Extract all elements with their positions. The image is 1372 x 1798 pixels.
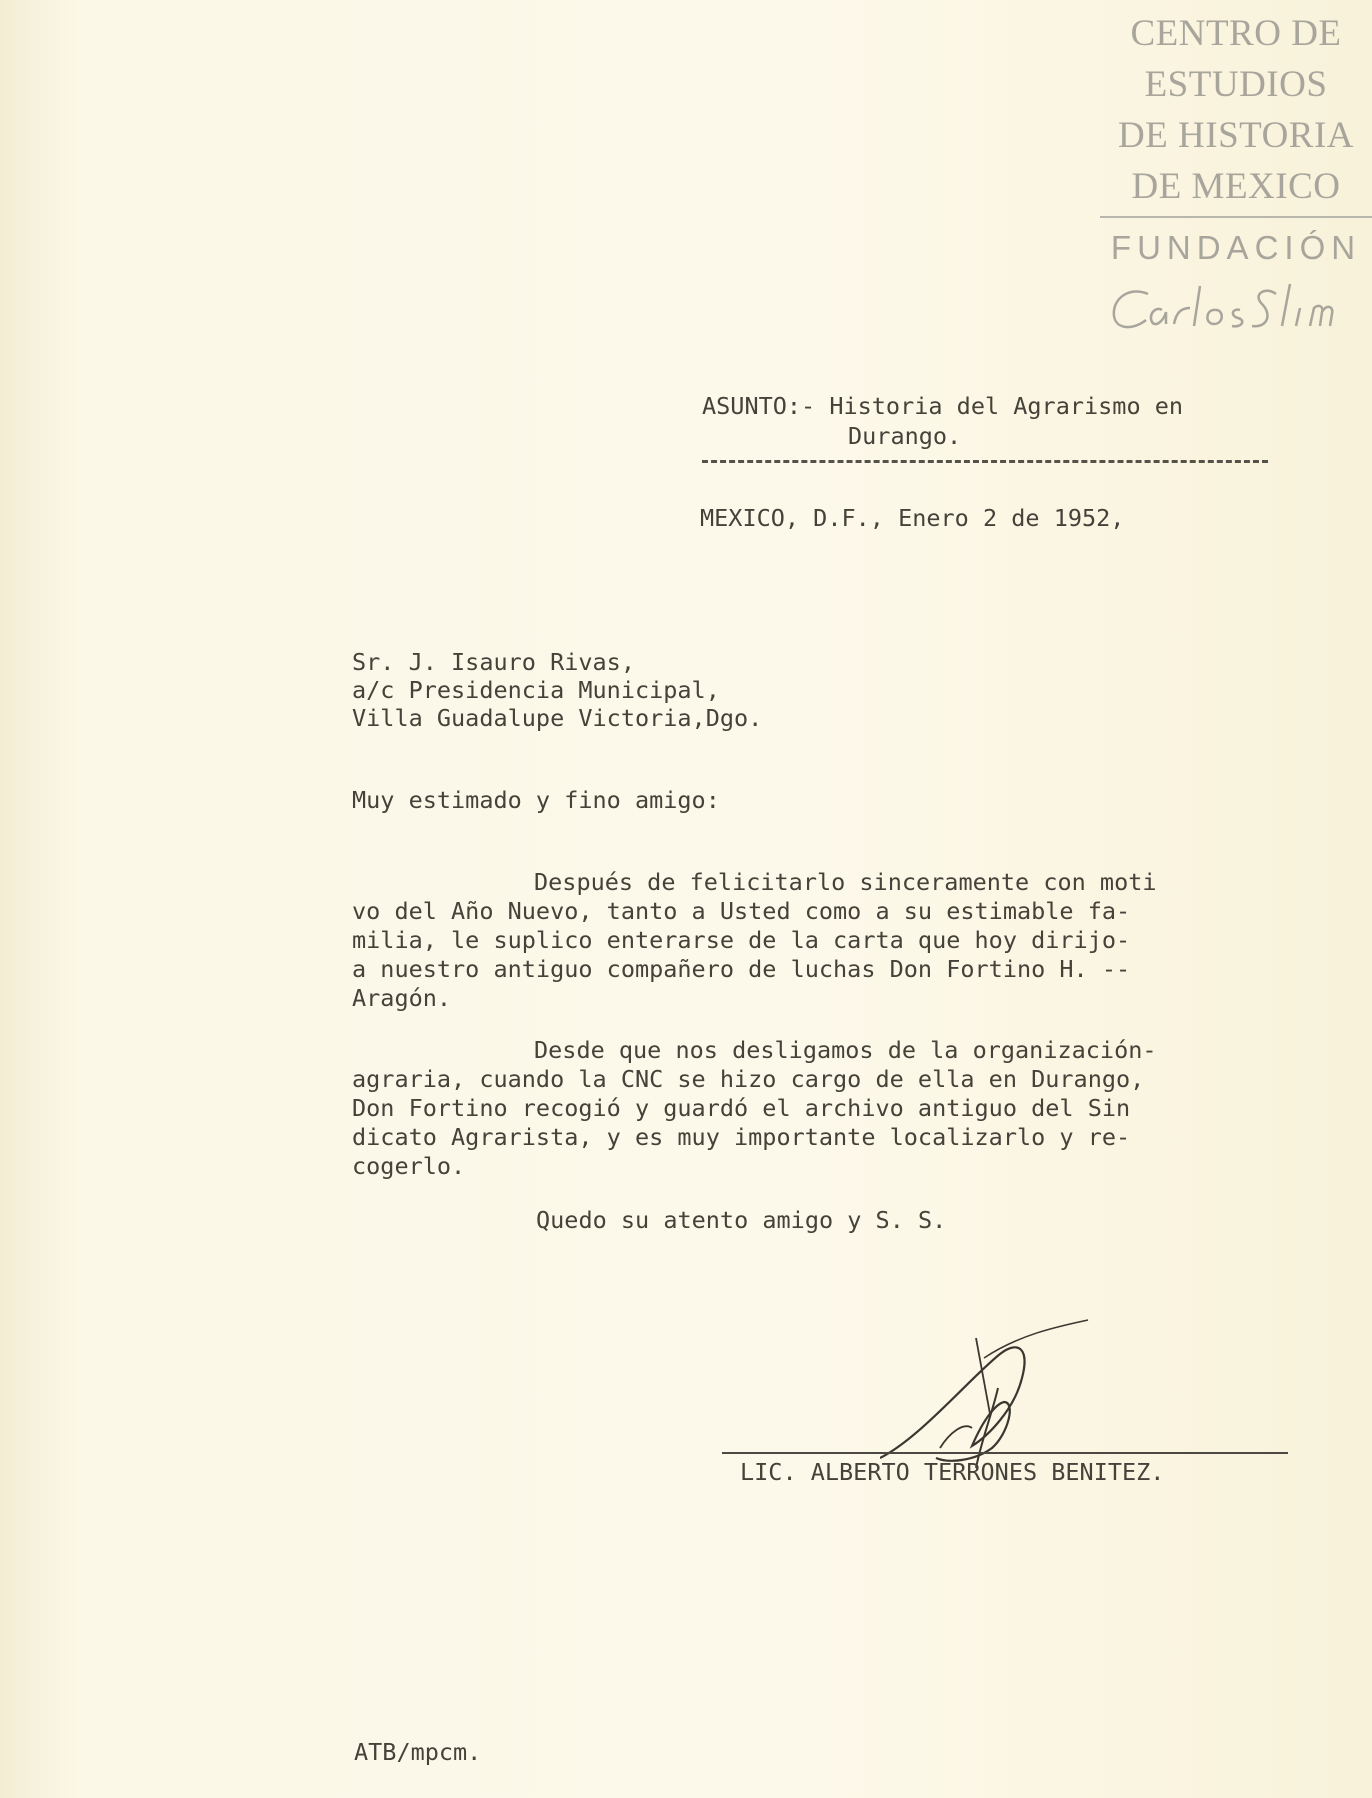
recipient-line-2: a/c Presidencia Municipal,	[352, 676, 720, 704]
paragraph-1-line-5: Aragón.	[352, 984, 452, 1012]
paragraph-1-line-3: milia, le suplico enterarse de la carta que hoy dirijo-	[352, 926, 1131, 954]
watermark-foundation: FUNDACIÓN	[1110, 229, 1362, 266]
recipient-line-1: Sr. J. Isauro Rivas,	[352, 648, 635, 676]
salutation: Muy estimado y fino amigo:	[352, 786, 720, 814]
carlos-slim-signature-logo	[1100, 276, 1372, 345]
watermark-line-3: DE HISTORIA	[1117, 115, 1355, 156]
letter-date: MEXICO, D.F., Enero 2 de 1952,	[700, 504, 1125, 532]
paragraph-2-line-1: Desde que nos desligamos de la organización-	[534, 1036, 1157, 1064]
watermark-line-4: DE MEXICO	[1131, 166, 1341, 207]
reference-initials: ATB/mpcm.	[354, 1738, 482, 1766]
signatory-name: LIC. ALBERTO TERRONES BENITEZ.	[740, 1458, 1165, 1486]
paragraph-2-line-5: cogerlo.	[352, 1152, 466, 1180]
paragraph-1-line-2: vo del Año Nuevo, tanto a Usted como a su estimable fa-	[352, 897, 1131, 925]
paragraph-1-line-1: Después de felicitarlo sinceramente con moti	[534, 868, 1157, 896]
signature-line	[722, 1452, 1288, 1454]
subject-underline	[702, 460, 1268, 463]
paragraph-2-line-4: dicato Agrarista, y es muy importante localizarlo y re-	[352, 1123, 1131, 1151]
watermark-line-1: CENTRO DE	[1130, 13, 1342, 54]
subject-line-1: ASUNTO:- Historia del Agrarismo en	[702, 392, 1184, 420]
paragraph-2-line-3: Don Fortino recogió y guardó el archivo antiguo del Sin	[352, 1094, 1131, 1122]
paragraph-2-line-2: agraria, cuando la CNC se hizo cargo de ella en Durango,	[352, 1065, 1145, 1093]
watermark-divider	[1100, 216, 1372, 218]
paragraph-1-line-4: a nuestro antiguo compañero de luchas Don Fortino H. --	[352, 955, 1131, 983]
subject-line-2: Durango.	[848, 422, 962, 450]
archive-watermark	[1100, 8, 1372, 345]
recipient-line-3: Villa Guadalupe Victoria,Dgo.	[352, 704, 763, 732]
closing: Quedo su atento amigo y S. S.	[536, 1206, 947, 1234]
watermark-line-2: ESTUDIOS	[1144, 64, 1328, 105]
